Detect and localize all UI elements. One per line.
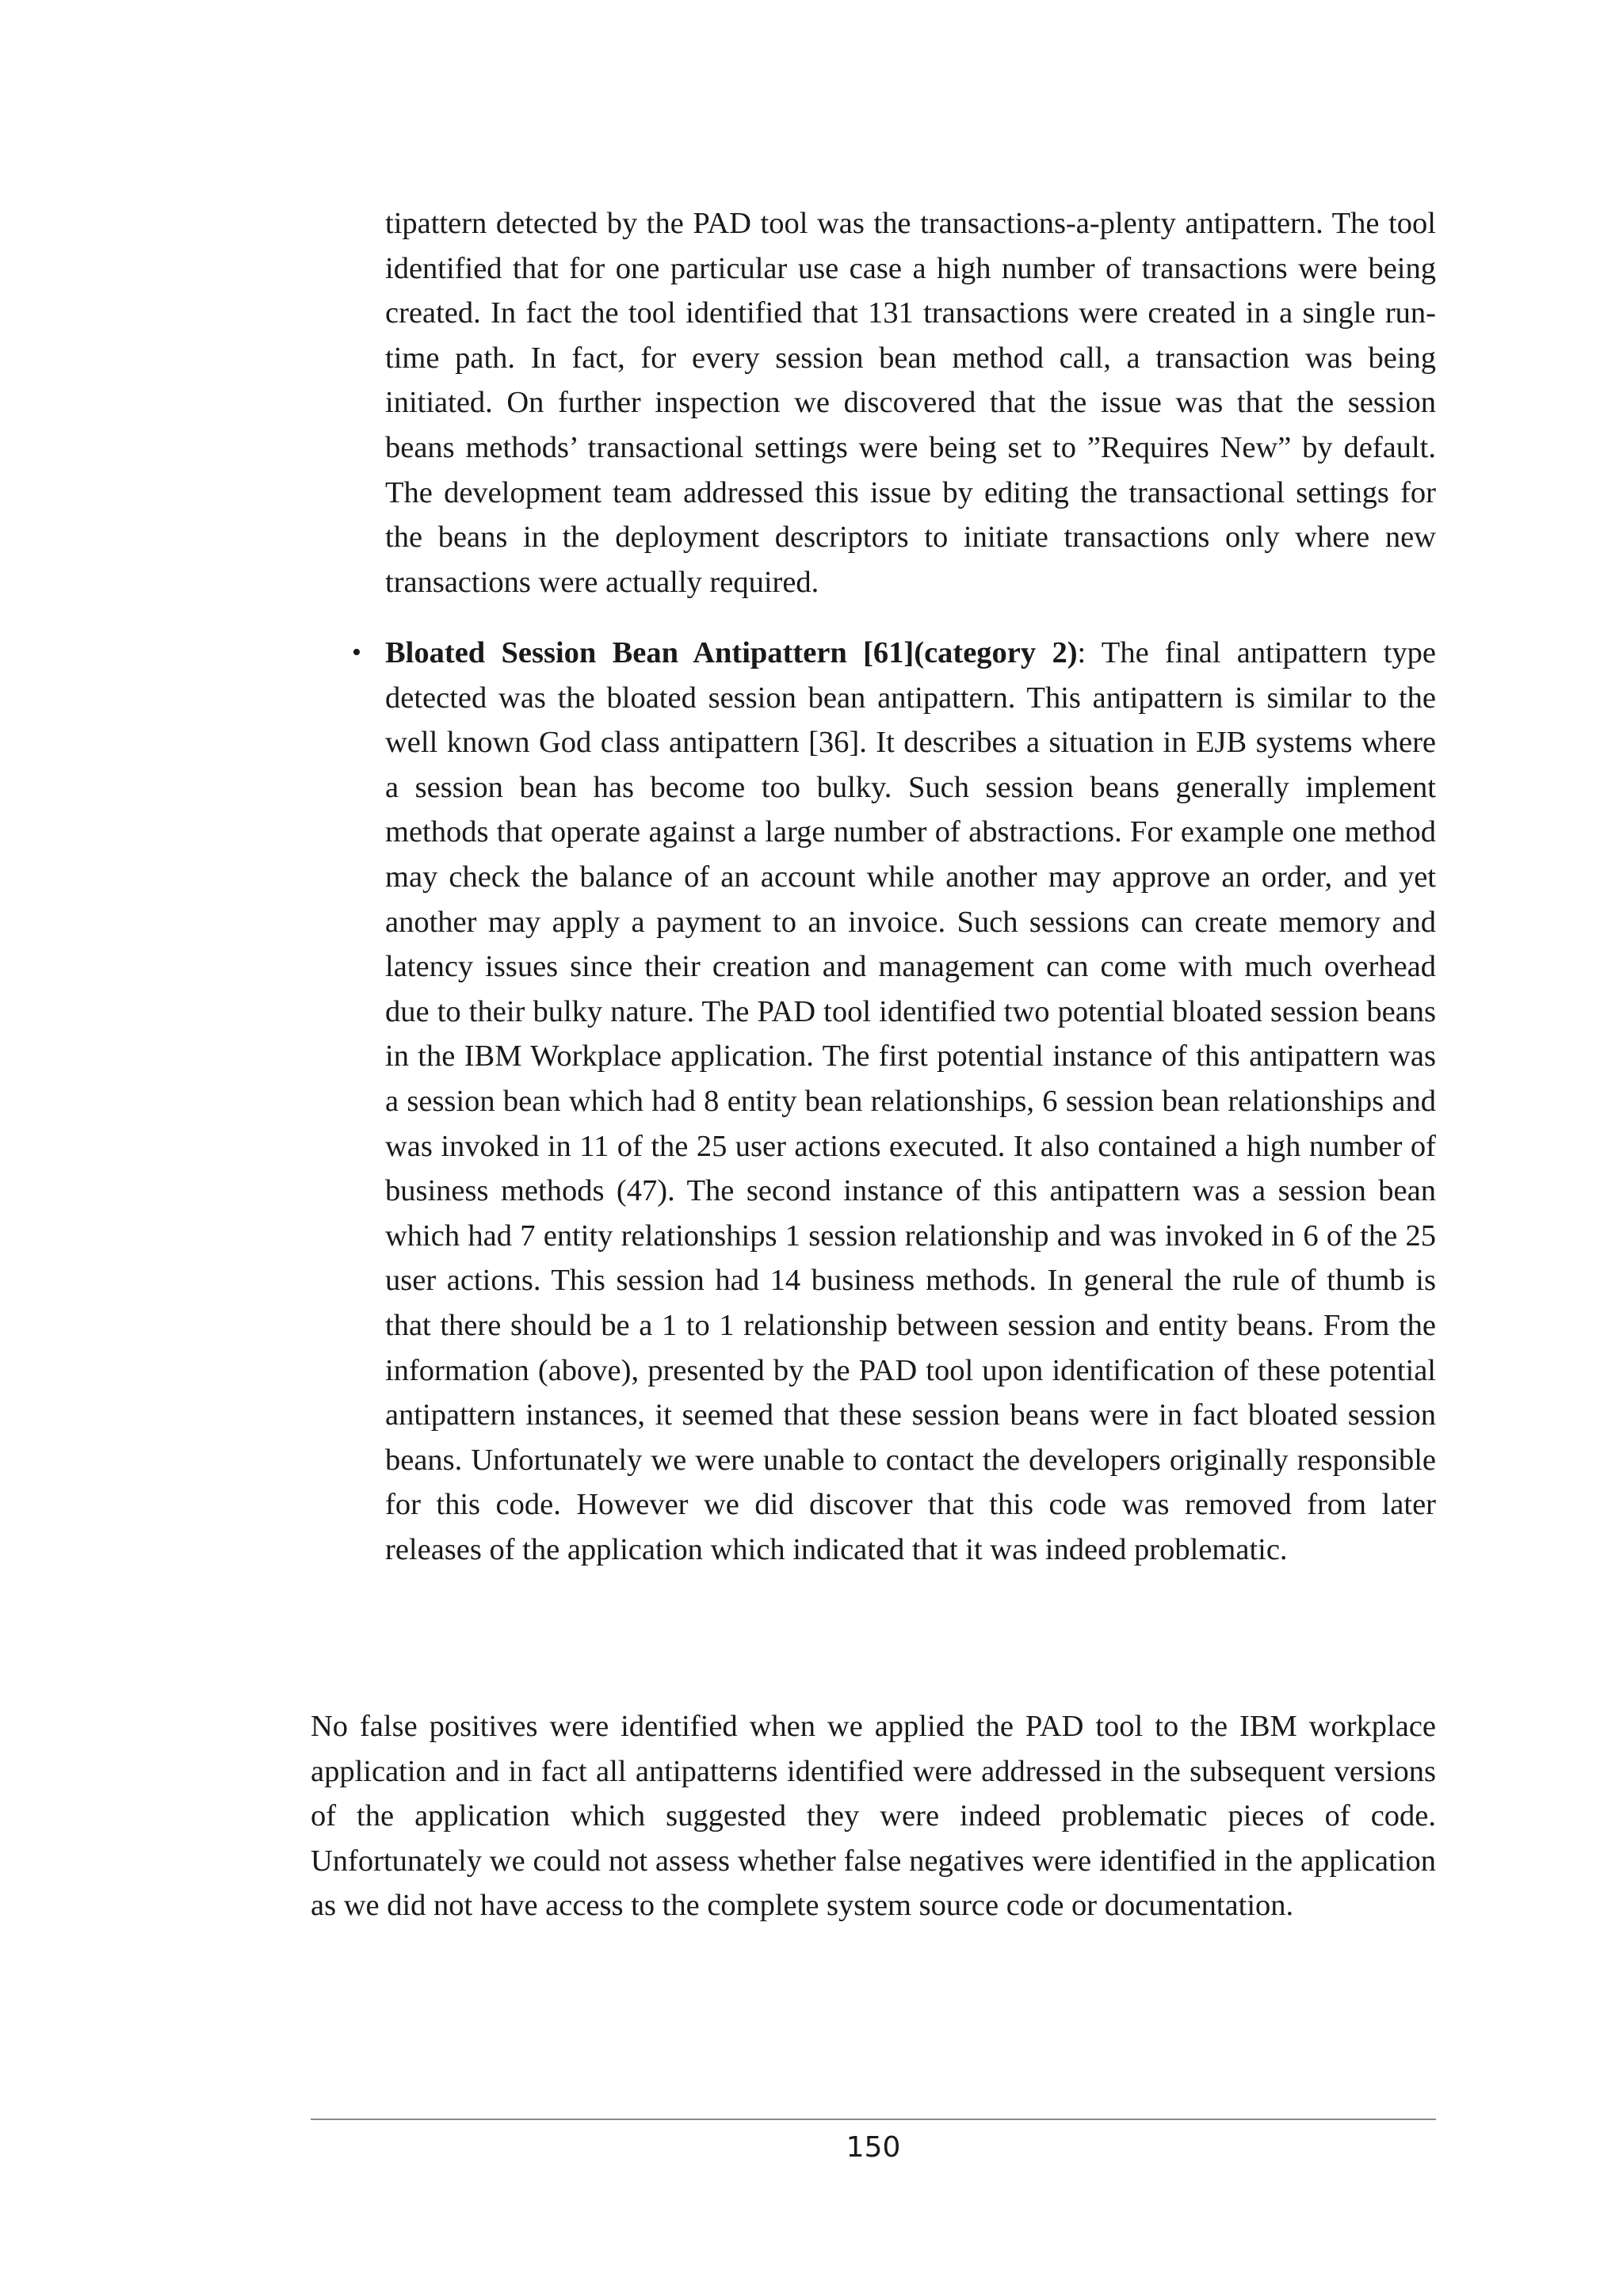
footer-rule bbox=[311, 2119, 1436, 2120]
page-number: 150 bbox=[846, 2131, 901, 2164]
bullet-separator: : bbox=[1077, 636, 1086, 669]
bullet-marker: • bbox=[352, 638, 361, 667]
bullet-title: Bloated Session Bean Antipattern [61](category 2) bbox=[385, 636, 1078, 669]
bullet-body: The final antipattern type detected was the bloated session bean antipattern. This antipattern is similar to the well known God class antipattern [36]. It describes a situation in EJB systems where a session bean has become too bulky. Such session beans generally implement methods that operate against a large number of abstractions. For example one method may check the balance of an account while another may approve an order, and yet another may apply a payment to an invoice. Such sessions can create memory and latency issues since their creation and management can come with much overhead due to their bulky nature. The PAD tool identified two potential bloated session beans in the IBM Workplace application. The first potential instance of this antipattern was a session bean which had 8 entity bean relationships, 6 session bean relationships and was invoked in 11 of the 25 user actions executed. It also contained a high number of business methods (47). The second instance of this antipattern was a session bean which had 7 entity relationships 1 session relationship and was invoked in 6 of the 25 user actions. This session had 14 business methods. In general the rule of thumb is that there should be a 1 to 1 relationship between session and entity beans. From the information (above), presented by the PAD tool upon identification of these potential antipattern instances, it seemed that these session beans were in fact bloated session beans. Unfortunately we were unable to contact the developers originally responsible for this code. However we did discover that this code was removed from later releases of the application which indicated that it was indeed problematic. bbox=[385, 636, 1436, 1566]
continuation-paragraph: tipattern detected by the PAD tool was the transactions-a-plenty antipattern. The tool identified that for one particular use case a high number of transactions were being created. In fact the tool identified that 131 transactions were created in a single run-time path. In fact, for every session bean method call, a transaction was being initiated. On further inspection we discovered that the issue was that the session beans methods’ transactional settings were being set to ”Requires New” by default. The development team addressed this issue by editing the transactional settings for the beans in the deployment descriptors to initiate transactions only where new transactions were actually required. bbox=[385, 207, 1436, 599]
closing-paragraph: No false positives were identified when we applied the PAD tool to the IBM workplace application and in fact all antipatterns identified were addressed in the subsequent versions of the application which suggested they were indeed problematic pieces of code. Unfortunately we could not assess whether false negatives were identified in the application as we did not have access to the complete system source code or documentation. bbox=[311, 1710, 1436, 1923]
bullet-item-bloated-session-bean bbox=[352, 631, 1436, 1572]
